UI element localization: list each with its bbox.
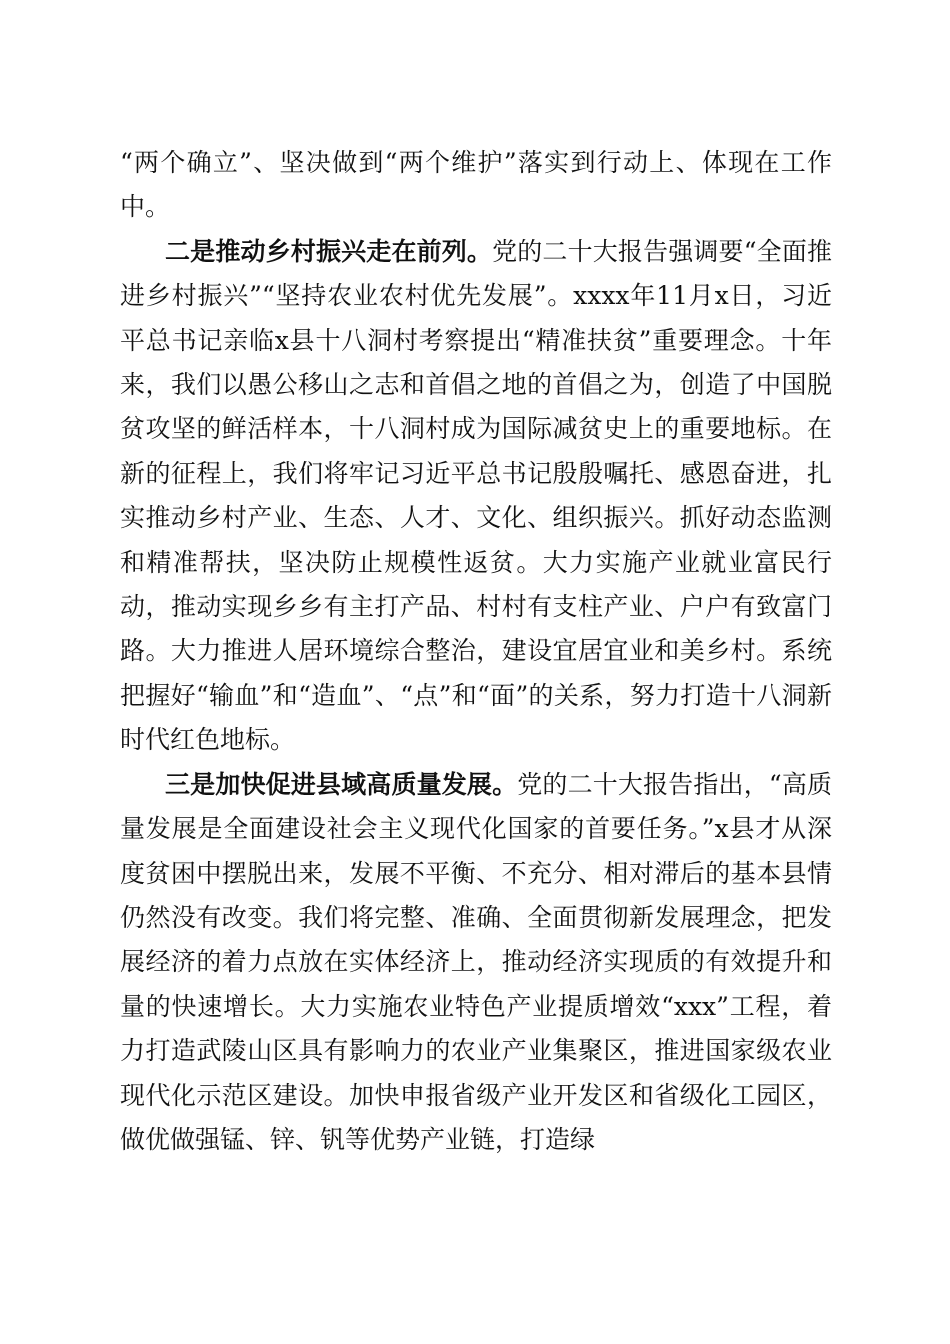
paragraph-body: 党的二十大报告指出，“高质量发展是全面建设社会主义现代化国家的首要任务。”x县才从深度贫困中摆脱出来，发展不平衡、不充分、相对滞后的基本县情仍然没有改变。我们将完整、准确、全面贯彻新发展理念，把发展经济的着力点放在实体经济上，推动经济实现质的有效提升和量的快速增长。大力实施农业特色产业提质增效“xxx”工程，着力打造武陵山区具有影响力的农业产业集聚区，推进国家级农业现代化示范区建设。加快申报省级产业开发区和省级化工园区，做优做强锰、锌、钒等优势产业链，打造绿 xyxy=(120,769,832,1154)
document-body xyxy=(120,141,832,1162)
paragraph-rural-revitalization xyxy=(120,230,832,763)
paragraph-county-development xyxy=(120,763,832,1163)
paragraph-body: 党的二十大报告强调要“全面推进乡村振兴”“坚持农业农村优先发展”。xxxx年11月x日，习近平总书记亲临x县十八洞村考察提出“精准扶贫”重要理念。十年来，我们以愚公移山之志和首倡之地的首倡之为，创造了中国脱贫攻坚的鲜活样本，十八洞村成为国际减贫史上的重要地标。在新的征程上，我们将牢记习近平总书记殷殷嘱托、感恩奋进，扎实推动乡村产业、生态、人才、文化、组织振兴。抓好动态监测和精准帮扶，坚决防止规模性返贫。大力实施产业就业富民行动，推动实现乡乡有主打产品、村村有支柱产业、户户有致富门路。大力推进人居环境综合整治，建设宜居宜业和美乡村。系统把握好“输血”和“造血”、“点”和“面”的关系，努力打造十八洞新时代红色地标。 xyxy=(120,236,832,755)
paragraph-lead-heading: 三是加快促进县域高质量发展。 xyxy=(165,769,518,799)
paragraph-body: “两个确立”、坚决做到“两个维护”落实到行动上、体现在工作中。 xyxy=(120,148,832,222)
paragraph-continuation xyxy=(120,141,832,230)
paragraph-lead-heading: 二是推动乡村振兴走在前列。 xyxy=(165,236,493,266)
